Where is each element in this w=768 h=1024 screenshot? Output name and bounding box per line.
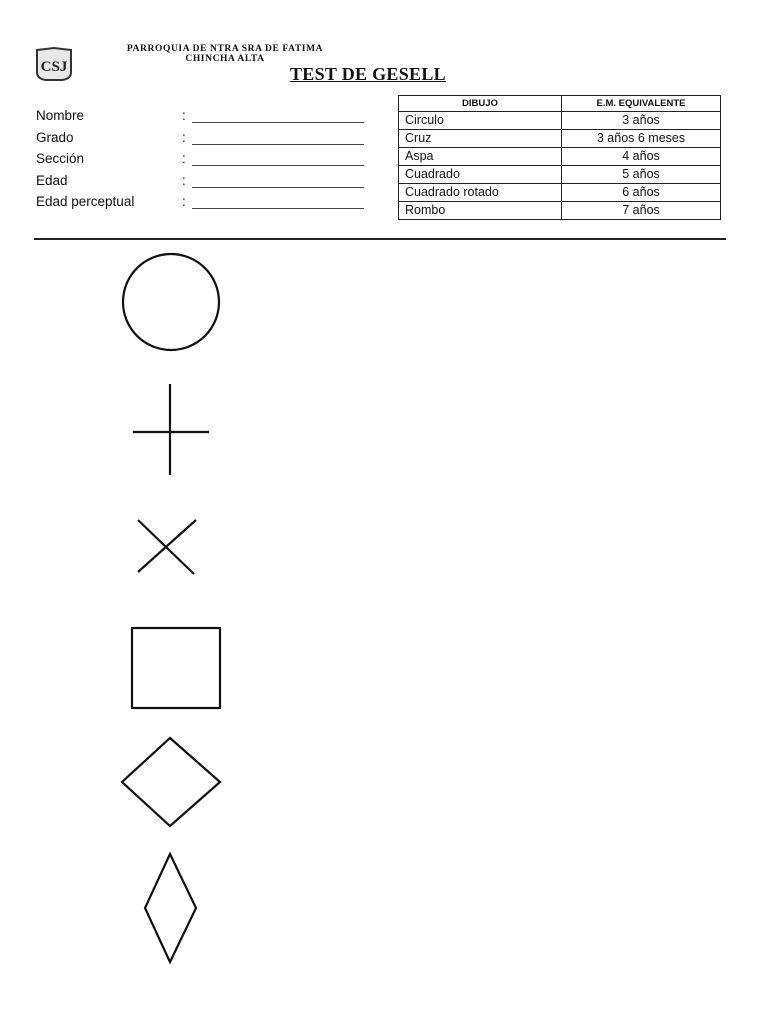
drawing-cell: Cuadrado [399,166,562,184]
rhombus-figure [145,854,196,962]
age-cell: 6 años [562,184,721,202]
drawing-cell: Aspa [399,148,562,166]
column-header: DIBUJO [399,96,562,112]
drawing-cell: Cruz [399,130,562,148]
drawing-cell: Circulo [399,112,562,130]
drawing-cell: Rombo [399,202,562,220]
field-colon: : [182,172,186,188]
age-cell: 7 años [562,202,721,220]
rotated-square-figure [122,738,220,826]
column-header: E.M. EQUIVALENTE [562,96,721,112]
page-title: TEST DE GESELL [290,64,446,84]
field-colon: : [182,151,186,167]
field-label: Edad perceptual [36,194,135,210]
logo-text: CSJ [40,59,68,75]
parish-line-1: PARROQUIA DE NTRA SRA DE FATIMA [126,44,324,54]
age-cell: 3 años 6 meses [562,130,721,148]
age-cell: 3 años [562,112,721,130]
x-figure [138,520,196,574]
parish-line-2: CHINCHA ALTA [185,54,265,64]
circle-figure [123,254,219,350]
drawing-cell: Cuadrado rotado [399,184,562,202]
square-figure [132,628,220,708]
cross-figure [133,384,209,475]
field-label: Sección [36,151,85,167]
field-label: Nombre [36,108,85,123]
age-cell: 4 años [562,148,721,166]
field-label: Edad [36,172,68,188]
field-colon: : [182,129,186,145]
field-label: Grado [36,129,74,145]
field-colon: : [182,194,186,210]
age-cell: 5 años [562,166,721,184]
field-colon: : [182,108,186,123]
